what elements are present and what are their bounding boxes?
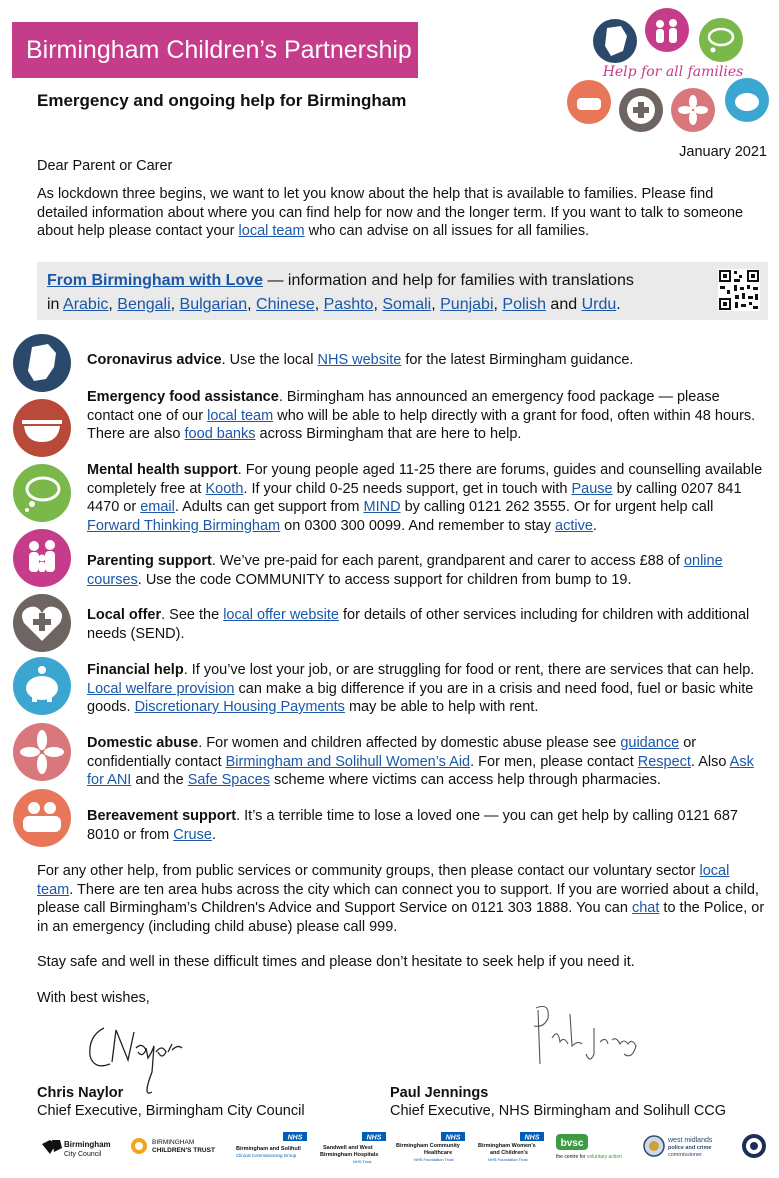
section-title: Emergency food assistance: [87, 389, 279, 405]
section-text: who will be able to help directly with a grant for food, often within 48 hours. There are also: [87, 407, 756, 442]
police-crest-logo: [742, 1134, 766, 1158]
food-bowl-icon: [10, 398, 74, 458]
local-offer-heart-cross-icon: [10, 593, 74, 653]
local-offer-section: [87, 606, 767, 643]
translations-line-1: [47, 269, 758, 293]
closing-text: . There are ten area hubs across the city which can connect you to support. If you are worried about a child, please call Birmingham’s Children's Advice and Support Service on 0121 303 1888. You can: [37, 881, 759, 916]
domestic-abuse-flower-icon: [10, 722, 74, 782]
section-text: . We’ve pre-paid for each parent, grandparent and carer to access £88 of: [211, 553, 684, 569]
somali-link[interactable]: Somali: [382, 296, 432, 313]
svg-text:bvsc: bvsc: [560, 1138, 584, 1149]
section-text: . For young people aged 11-25 there are forums, guides and counselling available completely free at: [87, 462, 763, 497]
svg-text:Birmingham Community: Birmingham Community: [396, 1143, 460, 1149]
section-title: Domestic abuse: [87, 735, 199, 751]
local-welfare-provision-link[interactable]: Local welfare provision: [87, 680, 235, 697]
section-text: . Adults can get support from: [174, 499, 364, 515]
svg-text:Clinical Commissioning Group: Clinical Commissioning Group: [236, 1153, 297, 1158]
nhs-website-link[interactable]: NHS website: [317, 352, 402, 368]
translations-box: [37, 262, 768, 320]
section-text: . It’s a terrible time to lose a loved one — you can get help by calling 0121 687 8010 or from: [87, 808, 738, 843]
help-for-all-families-logo: [565, 6, 775, 136]
section-text: and the: [131, 772, 188, 788]
bengali-link[interactable]: Bengali: [117, 296, 171, 313]
svg-text:commissioner: commissioner: [668, 1152, 702, 1158]
svg-text:west midlands: west midlands: [668, 1137, 713, 1144]
section-text: for details of other services including for children with additional needs (SEND).: [87, 607, 750, 642]
section-text: . If your child 0-25 needs support, get in touch with: [243, 480, 572, 497]
page-subtitle: Emergency and ongoing help for Birmingham: [37, 91, 407, 110]
svg-text:Birmingham and Solihull: Birmingham and Solihull: [236, 1146, 301, 1152]
section-text: . Use the code COMMUNITY to access support for children from bump to 19.: [137, 571, 632, 588]
intro-text-end: who can advise on all issues for all families.: [304, 223, 590, 239]
in-label: in: [47, 296, 64, 313]
mental-health-section: [87, 461, 767, 535]
section-title: Coronavirus advice: [87, 352, 222, 368]
kooth-link[interactable]: Kooth: [205, 480, 244, 497]
svg-text:the centre for voluntary actio: the centre for voluntary action: [556, 1154, 622, 1160]
online-courses-link[interactable]: online courses: [87, 553, 723, 588]
section-text: or confidentially contact: [87, 735, 697, 770]
section-text: for the latest Birmingham guidance.: [401, 352, 634, 368]
section-text: scheme where victims can access help through pharmacies.: [270, 772, 661, 788]
active-link[interactable]: active: [555, 517, 593, 534]
svg-text:Healthcare: Healthcare: [424, 1150, 453, 1156]
nhs-birmingham-solihull-ccg-logo: [236, 1132, 307, 1158]
svg-text:NHS Foundation Trust: NHS Foundation Trust: [414, 1157, 454, 1162]
signatory-2-name: Paul Jennings: [390, 1085, 489, 1101]
mental-health-thought-icon: [10, 463, 74, 523]
svg-text:City Council: City Council: [64, 1151, 102, 1158]
coronavirus-section: [87, 351, 767, 370]
svg-text:NHS: NHS: [524, 1134, 540, 1142]
bereavement-section: [87, 807, 767, 844]
domestic-abuse-section: [87, 734, 767, 790]
closing-text: For any other help, from public services or community groups, then please contact our voluntary sector: [37, 863, 700, 879]
svg-text:NHS: NHS: [287, 1134, 303, 1142]
svg-text:NHS Trust: NHS Trust: [353, 1159, 372, 1164]
mind-link[interactable]: MIND: [363, 499, 401, 515]
section-text: . For women and children affected by domestic abuse please see: [198, 735, 621, 751]
section-text: .: [592, 517, 597, 534]
section-text: may be able to help with rent.: [344, 699, 539, 715]
section-text: on 0300 300 0099. And remember to stay: [280, 517, 556, 534]
svg-text:NHS: NHS: [445, 1134, 461, 1142]
cruse-link[interactable]: Cruse: [173, 826, 212, 843]
paul-jennings-signature: [528, 998, 648, 1080]
signatory-1-name: Chris Naylor: [37, 1085, 124, 1101]
svg-text:police and crime: police and crime: [668, 1145, 712, 1151]
brand-thought-icon: [699, 18, 743, 62]
signatory-1-role: Chief Executive, Birmingham City Council: [37, 1103, 305, 1119]
womens-aid-link[interactable]: Birmingham and Solihull Women’s Aid: [225, 753, 471, 770]
section-text: . If you’ve lost your job, or are struggling for food or rent, there are services that can help.: [183, 662, 755, 678]
birmingham-city-council-logo: [42, 1140, 111, 1158]
voluntary-local-team-link[interactable]: local team: [37, 863, 730, 898]
qr-code-icon[interactable]: [718, 269, 760, 311]
arabic-link[interactable]: Arabic: [63, 296, 109, 313]
food-banks-link[interactable]: food banks: [184, 426, 256, 442]
intro-text: As lockdown three begins, we want to let you know about the help that is available to families. Please find detailed information about where you can find help for now and the longer term. If you want to talk to someone about help please contact your: [37, 186, 744, 239]
section-text: can make a big difference if you are in a crisis and need food, fuel or basic white goods.: [87, 680, 754, 715]
financial-piggy-bank-icon: [10, 656, 74, 716]
and-label: and: [545, 296, 582, 313]
stay-safe-text: Stay safe and well in these difficult times and please don’t hesitate to seek help if you need it.: [37, 954, 635, 970]
pause-link[interactable]: Pause: [571, 480, 613, 497]
discretionary-housing-payments-link[interactable]: Discretionary Housing Payments: [134, 699, 345, 715]
section-title: Parenting support: [87, 553, 212, 569]
forward-thinking-birmingham-link[interactable]: Forward Thinking Birmingham: [87, 517, 281, 534]
section-text: across Birmingham that are here to help.: [255, 426, 522, 442]
section-text: . See the: [161, 607, 224, 623]
letter-date: January 2021: [679, 144, 767, 160]
svg-text:NHS Foundation Trust: NHS Foundation Trust: [488, 1157, 528, 1162]
police-chat-link[interactable]: chat: [631, 900, 660, 916]
nhs-birmingham-community-healthcare-logo: [396, 1132, 465, 1162]
respect-link[interactable]: Respect: [637, 753, 691, 770]
bvsc-logo: [556, 1134, 622, 1160]
signatory-2-role: Chief Executive, NHS Birmingham and Solihull CCG: [390, 1103, 727, 1119]
section-title: Local offer: [87, 607, 162, 623]
bulgarian-link[interactable]: Bulgarian: [179, 296, 248, 313]
further-help-paragraph: [37, 862, 767, 936]
partner-logos-strip: [38, 1130, 768, 1170]
period: .: [616, 296, 621, 313]
financial-section: [87, 661, 767, 717]
section-text: . Use the local: [221, 352, 318, 368]
bereavement-hug-icon: [10, 788, 74, 848]
intro-paragraph: [37, 185, 767, 241]
ask-for-ani-link[interactable]: Ask for ANI: [87, 753, 754, 788]
banner-title: Birmingham Children’s Partnership: [26, 36, 412, 64]
best-wishes-text: With best wishes,: [37, 990, 150, 1006]
translations-text: — information and help for families with translations: [263, 272, 634, 289]
nhs-sandwell-west-birmingham-logo: [320, 1132, 386, 1164]
translations-line-2: in Arabic, Bengali, Bulgarian, Chinese, Pashto, Somali, Punjabi, Polish and Urdu.: [47, 296, 621, 313]
west-midlands-pcc-logo: [644, 1136, 713, 1158]
svg-text:Birmingham: Birmingham: [64, 1140, 111, 1149]
brand-tagline: Help for all families: [602, 64, 744, 80]
local-offer-website-link[interactable]: local offer website: [223, 607, 339, 623]
section-text: . For men, please contact: [470, 753, 638, 770]
food-section: [87, 388, 767, 444]
food-local-team-link[interactable]: local team: [207, 407, 274, 424]
section-title: Financial help: [87, 662, 184, 678]
svg-text:Birmingham Hospitals: Birmingham Hospitals: [320, 1152, 379, 1158]
safe-spaces-link[interactable]: Safe Spaces: [187, 772, 270, 788]
brand-family-icon: [645, 8, 689, 52]
punjabi-link[interactable]: Punjabi: [440, 296, 494, 313]
section-title: Mental health support: [87, 462, 238, 478]
guidance-link[interactable]: guidance: [620, 735, 680, 751]
svg-text:BIRMINGHAM: BIRMINGHAM: [152, 1139, 195, 1146]
svg-text:Birmingham Women's: Birmingham Women's: [478, 1143, 536, 1149]
parenting-section: [87, 552, 767, 589]
nhs-birmingham-womens-childrens-logo: [478, 1132, 544, 1162]
closing-text: to the Police, or in an emergency (including child abuse) please call 999.: [37, 900, 765, 935]
birmingham-childrens-trust-logo: [131, 1138, 215, 1154]
section-text: by calling 0207 841 4470 or: [87, 480, 742, 515]
coronavirus-map-icon: [10, 333, 74, 393]
section-text: . Also: [690, 753, 730, 770]
parenting-family-icon: [10, 528, 74, 588]
svg-text:Sandwell and West: Sandwell and West: [323, 1145, 373, 1151]
svg-text:NHS: NHS: [366, 1134, 382, 1142]
svg-text:and Children's: and Children's: [490, 1150, 528, 1156]
chinese-link[interactable]: Chinese: [256, 296, 315, 313]
salutation: Dear Parent or Carer: [37, 158, 173, 174]
section-text: . Birmingham has announced an emergency food package — please contact one of our: [87, 389, 720, 424]
section-title: Bereavement support: [87, 808, 237, 824]
from-birmingham-with-love-link[interactable]: From Birmingham with Love: [47, 272, 264, 289]
local-team-link[interactable]: local team: [238, 223, 305, 239]
email-link[interactable]: email: [140, 499, 175, 515]
svg-text:CHILDREN'S TRUST: CHILDREN'S TRUST: [152, 1147, 215, 1154]
polish-link[interactable]: Polish: [502, 296, 546, 313]
brand-flower-icon: [671, 88, 715, 132]
section-text: by calling 0121 262 3555. Or for urgent help call: [400, 499, 714, 515]
partnership-banner: [12, 22, 418, 78]
pashto-link[interactable]: Pashto: [323, 296, 374, 313]
urdu-link[interactable]: Urdu: [581, 296, 617, 313]
section-text: .: [211, 826, 216, 843]
